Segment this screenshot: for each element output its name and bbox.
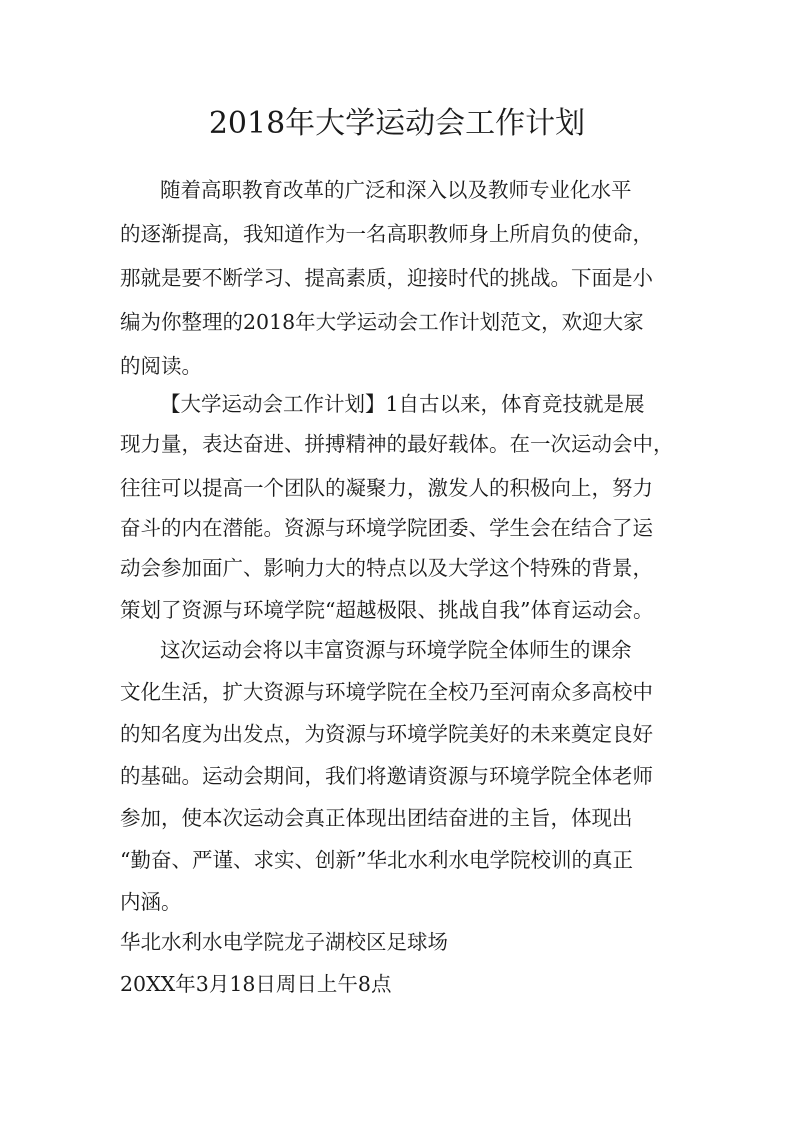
paragraph-3-line-4: 的基础。运动会期间，我们将邀请资源与环境学院全体老师 — [120, 764, 653, 788]
datetime-line: 20XX年3月18日周日上午8点 — [120, 972, 392, 996]
paragraph-2-line-1: 【大学运动会工作计划】1自古以来，体育竞技就是展 — [160, 392, 645, 416]
paragraph-1-line-1: 随着高职教育改革的广泛和深入以及教师专业化水平 — [160, 178, 632, 202]
venue-line: 华北水利水电学院龙子湖校区足球场 — [120, 930, 448, 954]
paragraph-2-line-6: 策划了资源与环境学院“超越极限、挑战自我”体育运动会。 — [120, 598, 654, 622]
paragraph-3-line-1: 这次运动会将以丰富资源与环境学院全体师生的课余 — [160, 638, 632, 662]
paragraph-2-line-5: 动会参加面广、影响力大的特点以及大学这个特殊的背景， — [120, 556, 653, 580]
paragraph-1-line-2: 的逐渐提高，我知道作为一名高职教师身上所肩负的使命， — [120, 222, 653, 246]
paragraph-3-line-5: 参加，使本次运动会真正体现出团结奋进的主旨，体现出 — [120, 806, 633, 830]
paragraph-1-line-3: 那就是要不断学习、提高素质，迎接时代的挑战。下面是小 — [120, 266, 653, 290]
paragraph-3-line-7: 内涵。 — [120, 890, 182, 914]
paragraph-1-line-4: 编为你整理的2018年大学运动会工作计划范文，欢迎大家 — [120, 310, 644, 334]
paragraph-3-line-6: “勤奋、严谨、求实、创新”华北水利水电学院校训的真正 — [120, 848, 633, 872]
paragraph-2-line-3: 往往可以提高一个团队的凝聚力，激发人的积极向上，努力 — [120, 476, 653, 500]
paragraph-2-line-4: 奋斗的内在潜能。资源与环境学院团委、学生会在结合了运 — [120, 516, 653, 540]
paragraph-1-line-5: 的阅读。 — [120, 354, 202, 378]
document-title: 2018年大学运动会工作计划 — [208, 106, 586, 141]
paragraph-3-line-3: 的知名度为出发点，为资源与环境学院美好的未来奠定良好 — [120, 722, 653, 746]
paragraph-3-line-2: 文化生活，扩大资源与环境学院在全校乃至河南众多高校中 — [120, 680, 653, 704]
paragraph-2-line-2: 现力量，表达奋进、拼搏精神的最好载体。在一次运动会中， — [120, 432, 674, 456]
